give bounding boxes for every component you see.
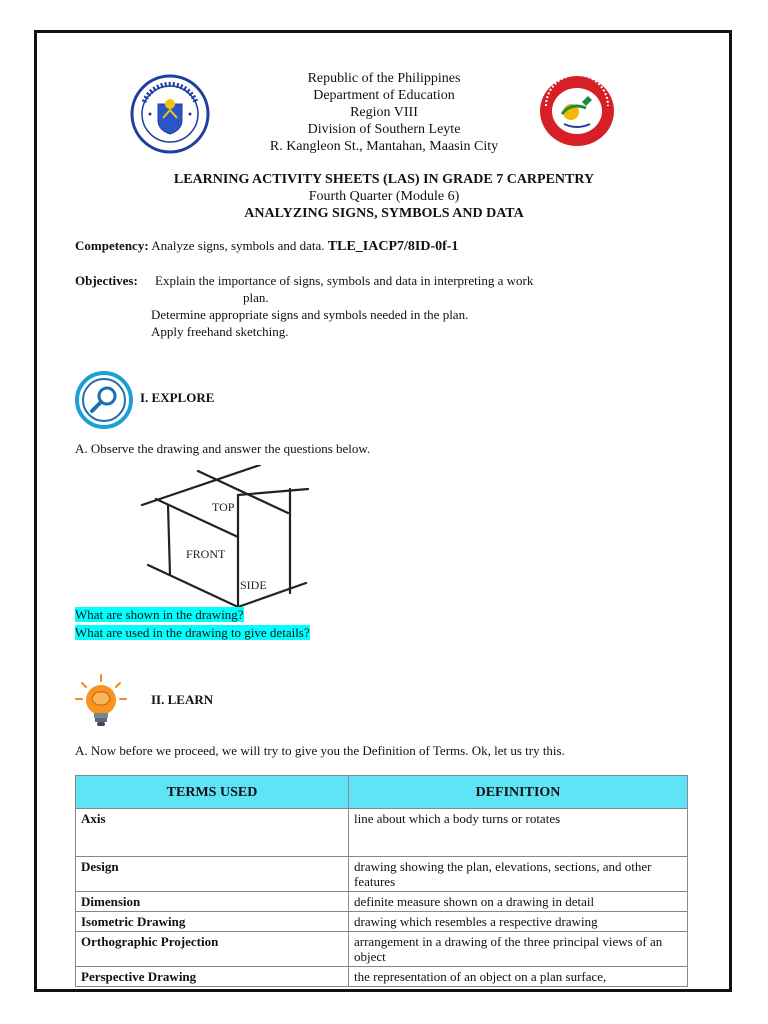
header-line-1: Republic of the Philippines <box>307 71 461 86</box>
header-terms-used: TERMS USED <box>76 776 349 809</box>
learn-instruction: A. Now before we proceed, we will try to give you the Definition of Terms. Ok, let us try this. <box>75 743 565 758</box>
question-2: What are used in the drawing to give details? <box>75 625 310 640</box>
term-cell: Design <box>76 857 349 892</box>
objective-3: Apply freehand sketching. <box>151 324 289 339</box>
label-side: SIDE <box>240 578 267 592</box>
definition-cell: drawing showing the plan, elevations, sections, and other features <box>349 857 688 892</box>
term-cell: Dimension <box>76 892 349 912</box>
term-cell: Perspective Drawing <box>76 967 349 987</box>
header-line-5: R. Kangleon St., Mantahan, Maasin City <box>269 139 499 154</box>
question-1: What are shown in the drawing? <box>75 607 244 622</box>
competency-text: Analyze signs, symbols and data. <box>151 238 325 253</box>
competency-line <box>75 238 458 255</box>
term-cell: Isometric Drawing <box>76 912 349 932</box>
isometric-box-drawing <box>138 465 318 615</box>
header-definition: DEFINITION <box>349 776 688 809</box>
label-front: FRONT <box>186 547 226 561</box>
document-subtitle: ANALYZING SIGNS, SYMBOLS AND DATA <box>244 206 524 221</box>
table-header-row <box>76 776 688 809</box>
definition-cell: line about which a body turns or rotates <box>349 809 688 857</box>
table-row <box>76 967 688 987</box>
objectives-label: Objectives: <box>75 273 138 288</box>
competency-code: TLE_IACP7/8ID-0f-1 <box>327 239 459 254</box>
explore-instruction: A. Observe the drawing and answer the questions below. <box>75 441 371 456</box>
table-row <box>76 857 688 892</box>
document-title: LEARNING ACTIVITY SHEETS (LAS) IN GRADE 7 CARPENTRY <box>173 172 595 187</box>
label-top: TOP <box>212 500 235 514</box>
table-row <box>76 932 688 967</box>
objective-1-continued: plan. <box>243 290 269 305</box>
explore-heading: I. EXPLORE <box>140 390 215 405</box>
definition-cell: the representation of an object on a plan surface, <box>349 967 688 987</box>
table-row <box>76 809 688 857</box>
term-cell: Orthographic Projection <box>76 932 349 967</box>
definition-cell: drawing which resembles a respective drawing <box>349 912 688 932</box>
competency-label: Competency: <box>75 238 149 253</box>
table-row <box>76 912 688 932</box>
lightbulb-brain-icon <box>74 673 128 729</box>
learn-heading: II. LEARN <box>151 692 214 707</box>
quarter-module: Fourth Quarter (Module 6) <box>308 189 460 204</box>
magnifier-icon <box>75 371 133 429</box>
terms-table <box>75 775 688 987</box>
term-cell: Axis <box>76 809 349 857</box>
table-row <box>76 892 688 912</box>
definition-cell: arrangement in a drawing of the three principal views of an object <box>349 932 688 967</box>
objective-1: Explain the importance of signs, symbols and data in interpreting a work <box>155 273 534 288</box>
header-line-2: Department of Education <box>313 88 455 103</box>
header-line-3: Region VIII <box>350 105 418 120</box>
objective-2: Determine appropriate signs and symbols needed in the plan. <box>151 307 469 322</box>
definition-cell: definite measure shown on a drawing in detail <box>349 892 688 912</box>
header-line-4: Division of Southern Leyte <box>307 122 461 137</box>
